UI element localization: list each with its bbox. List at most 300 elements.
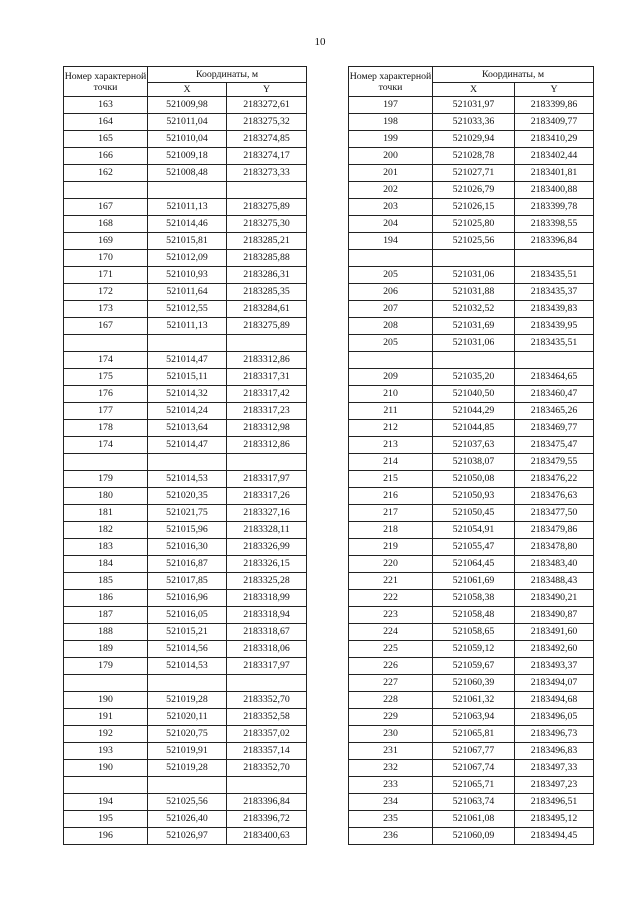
point-number-cell: 180 bbox=[64, 488, 148, 505]
y-coordinate-cell: 2183317,26 bbox=[227, 488, 307, 505]
x-coordinate-cell: 521016,87 bbox=[148, 556, 227, 573]
x-coordinate-cell: 521016,96 bbox=[148, 590, 227, 607]
table-row bbox=[64, 369, 307, 386]
y-coordinate-cell: 2183286,31 bbox=[227, 267, 307, 284]
table-row bbox=[349, 437, 594, 454]
x-coordinate-cell: 521011,13 bbox=[148, 318, 227, 335]
x-coordinate-cell: 521029,94 bbox=[433, 131, 515, 148]
y-coordinate-cell: 2183275,32 bbox=[227, 114, 307, 131]
x-coordinate-cell: 521010,93 bbox=[148, 267, 227, 284]
y-coordinate-cell bbox=[515, 250, 594, 267]
x-coordinate-cell: 521063,94 bbox=[433, 709, 515, 726]
y-coordinate-cell: 2183495,12 bbox=[515, 811, 594, 828]
y-coordinate-cell: 2183477,50 bbox=[515, 505, 594, 522]
table-row bbox=[64, 97, 307, 114]
point-number-cell: 208 bbox=[349, 318, 433, 335]
point-number-cell: 191 bbox=[64, 709, 148, 726]
x-coordinate-cell: 521026,97 bbox=[148, 828, 227, 845]
table-row bbox=[64, 539, 307, 556]
y-coordinate-cell: 2183396,72 bbox=[227, 811, 307, 828]
table-row bbox=[64, 743, 307, 760]
x-coordinate-cell: 521061,08 bbox=[433, 811, 515, 828]
x-coordinate-cell: 521025,80 bbox=[433, 216, 515, 233]
table-row bbox=[64, 573, 307, 590]
y-coordinate-cell: 2183318,67 bbox=[227, 624, 307, 641]
point-number-cell: 224 bbox=[349, 624, 433, 641]
y-coordinate-cell: 2183496,83 bbox=[515, 743, 594, 760]
x-coordinate-cell: 521064,45 bbox=[433, 556, 515, 573]
header-x: X bbox=[148, 83, 227, 97]
point-number-cell: 233 bbox=[349, 777, 433, 794]
table-row bbox=[64, 624, 307, 641]
table-row bbox=[349, 165, 594, 182]
table-row bbox=[64, 199, 307, 216]
point-number-cell bbox=[64, 675, 148, 692]
point-number-cell: 163 bbox=[64, 97, 148, 114]
point-number-cell: 235 bbox=[349, 811, 433, 828]
point-number-cell: 178 bbox=[64, 420, 148, 437]
y-coordinate-cell: 2183479,86 bbox=[515, 522, 594, 539]
x-coordinate-cell: 521009,98 bbox=[148, 97, 227, 114]
x-coordinate-cell: 521019,28 bbox=[148, 692, 227, 709]
y-coordinate-cell bbox=[227, 454, 307, 471]
point-number-cell: 227 bbox=[349, 675, 433, 692]
point-number-cell bbox=[64, 182, 148, 199]
point-number-cell: 231 bbox=[349, 743, 433, 760]
x-coordinate-cell: 521061,32 bbox=[433, 692, 515, 709]
table-row bbox=[64, 454, 307, 471]
table-row bbox=[64, 607, 307, 624]
x-coordinate-cell: 521037,63 bbox=[433, 437, 515, 454]
table-row bbox=[349, 488, 594, 505]
table-row bbox=[64, 471, 307, 488]
y-coordinate-cell: 2183318,94 bbox=[227, 607, 307, 624]
x-coordinate-cell: 521038,07 bbox=[433, 454, 515, 471]
point-number-cell: 169 bbox=[64, 233, 148, 250]
table-row bbox=[349, 811, 594, 828]
y-coordinate-cell: 2183401,81 bbox=[515, 165, 594, 182]
x-coordinate-cell: 521011,13 bbox=[148, 199, 227, 216]
x-coordinate-cell: 521009,18 bbox=[148, 148, 227, 165]
table-row bbox=[349, 454, 594, 471]
y-coordinate-cell: 2183326,99 bbox=[227, 539, 307, 556]
header-point-number: Номер характерной точки bbox=[64, 67, 148, 97]
table-row bbox=[64, 250, 307, 267]
y-coordinate-cell: 2183409,77 bbox=[515, 114, 594, 131]
y-coordinate-cell: 2183460,47 bbox=[515, 386, 594, 403]
y-coordinate-cell: 2183352,70 bbox=[227, 760, 307, 777]
y-coordinate-cell: 2183327,16 bbox=[227, 505, 307, 522]
x-coordinate-cell bbox=[148, 675, 227, 692]
point-number-cell: 216 bbox=[349, 488, 433, 505]
y-coordinate-cell: 2183318,99 bbox=[227, 590, 307, 607]
y-coordinate-cell: 2183312,86 bbox=[227, 437, 307, 454]
header-y: Y bbox=[227, 83, 307, 97]
table-row bbox=[64, 284, 307, 301]
x-coordinate-cell: 521058,38 bbox=[433, 590, 515, 607]
point-number-cell bbox=[349, 250, 433, 267]
x-coordinate-cell: 521013,64 bbox=[148, 420, 227, 437]
table-row bbox=[349, 267, 594, 284]
table-row bbox=[349, 352, 594, 369]
table-row bbox=[64, 794, 307, 811]
table-row bbox=[349, 318, 594, 335]
table-row bbox=[349, 539, 594, 556]
y-coordinate-cell: 2183464,65 bbox=[515, 369, 594, 386]
y-coordinate-cell bbox=[227, 182, 307, 199]
table-row bbox=[64, 726, 307, 743]
point-number-cell: 175 bbox=[64, 369, 148, 386]
point-number-cell: 236 bbox=[349, 828, 433, 845]
point-number-cell: 179 bbox=[64, 658, 148, 675]
table-row bbox=[349, 284, 594, 301]
x-coordinate-cell bbox=[148, 182, 227, 199]
table-row bbox=[64, 692, 307, 709]
table-row bbox=[349, 420, 594, 437]
point-number-cell bbox=[64, 454, 148, 471]
point-number-cell: 211 bbox=[349, 403, 433, 420]
x-coordinate-cell: 521031,06 bbox=[433, 267, 515, 284]
x-coordinate-cell: 521031,69 bbox=[433, 318, 515, 335]
y-coordinate-cell: 2183317,31 bbox=[227, 369, 307, 386]
y-coordinate-cell: 2183285,35 bbox=[227, 284, 307, 301]
y-coordinate-cell: 2183476,22 bbox=[515, 471, 594, 488]
y-coordinate-cell: 2183494,68 bbox=[515, 692, 594, 709]
point-number-cell: 166 bbox=[64, 148, 148, 165]
point-number-cell: 190 bbox=[64, 692, 148, 709]
x-coordinate-cell: 521012,09 bbox=[148, 250, 227, 267]
x-coordinate-cell: 521014,56 bbox=[148, 641, 227, 658]
table-row bbox=[349, 607, 594, 624]
table-row bbox=[64, 709, 307, 726]
table-row bbox=[64, 267, 307, 284]
table-row bbox=[349, 216, 594, 233]
y-coordinate-cell: 2183469,77 bbox=[515, 420, 594, 437]
y-coordinate-cell: 2183400,88 bbox=[515, 182, 594, 199]
table-row bbox=[349, 505, 594, 522]
table-row bbox=[349, 658, 594, 675]
y-coordinate-cell: 2183497,23 bbox=[515, 777, 594, 794]
table-row bbox=[349, 675, 594, 692]
y-coordinate-cell: 2183273,33 bbox=[227, 165, 307, 182]
table-row bbox=[349, 828, 594, 845]
table-row bbox=[64, 301, 307, 318]
y-coordinate-cell: 2183326,15 bbox=[227, 556, 307, 573]
y-coordinate-cell: 2183476,63 bbox=[515, 488, 594, 505]
table-row bbox=[64, 114, 307, 131]
x-coordinate-cell: 521014,53 bbox=[148, 471, 227, 488]
y-coordinate-cell: 2183410,29 bbox=[515, 131, 594, 148]
table-row bbox=[349, 760, 594, 777]
table-row bbox=[349, 369, 594, 386]
point-number-cell: 221 bbox=[349, 573, 433, 590]
point-number-cell: 165 bbox=[64, 131, 148, 148]
point-number-cell: 192 bbox=[64, 726, 148, 743]
y-coordinate-cell: 2183357,02 bbox=[227, 726, 307, 743]
x-coordinate-cell: 521044,29 bbox=[433, 403, 515, 420]
x-coordinate-cell: 521065,81 bbox=[433, 726, 515, 743]
y-coordinate-cell: 2183490,21 bbox=[515, 590, 594, 607]
x-coordinate-cell: 521027,71 bbox=[433, 165, 515, 182]
x-coordinate-cell: 521035,20 bbox=[433, 369, 515, 386]
table-row bbox=[349, 794, 594, 811]
y-coordinate-cell: 2183400,63 bbox=[227, 828, 307, 845]
table-row bbox=[64, 488, 307, 505]
table-row bbox=[349, 692, 594, 709]
x-coordinate-cell: 521020,11 bbox=[148, 709, 227, 726]
x-coordinate-cell bbox=[148, 335, 227, 352]
point-number-cell: 188 bbox=[64, 624, 148, 641]
x-coordinate-cell: 521031,88 bbox=[433, 284, 515, 301]
x-coordinate-cell: 521032,52 bbox=[433, 301, 515, 318]
x-coordinate-cell: 521014,53 bbox=[148, 658, 227, 675]
x-coordinate-cell: 521026,15 bbox=[433, 199, 515, 216]
y-coordinate-cell: 2183402,44 bbox=[515, 148, 594, 165]
point-number-cell: 171 bbox=[64, 267, 148, 284]
point-number-cell: 199 bbox=[349, 131, 433, 148]
point-number-cell: 170 bbox=[64, 250, 148, 267]
x-coordinate-cell: 521014,46 bbox=[148, 216, 227, 233]
x-coordinate-cell: 521015,81 bbox=[148, 233, 227, 250]
table-row bbox=[349, 556, 594, 573]
y-coordinate-cell: 2183317,42 bbox=[227, 386, 307, 403]
point-number-cell: 206 bbox=[349, 284, 433, 301]
y-coordinate-cell: 2183272,61 bbox=[227, 97, 307, 114]
x-coordinate-cell: 521033,36 bbox=[433, 114, 515, 131]
y-coordinate-cell: 2183318,06 bbox=[227, 641, 307, 658]
x-coordinate-cell: 521011,64 bbox=[148, 284, 227, 301]
x-coordinate-cell: 521040,50 bbox=[433, 386, 515, 403]
point-number-cell: 218 bbox=[349, 522, 433, 539]
y-coordinate-cell: 2183491,60 bbox=[515, 624, 594, 641]
y-coordinate-cell: 2183312,98 bbox=[227, 420, 307, 437]
y-coordinate-cell: 2183435,51 bbox=[515, 267, 594, 284]
y-coordinate-cell: 2183478,80 bbox=[515, 539, 594, 556]
y-coordinate-cell: 2183479,55 bbox=[515, 454, 594, 471]
x-coordinate-cell: 521058,65 bbox=[433, 624, 515, 641]
x-coordinate-cell: 521026,79 bbox=[433, 182, 515, 199]
point-number-cell: 193 bbox=[64, 743, 148, 760]
y-coordinate-cell: 2183494,07 bbox=[515, 675, 594, 692]
x-coordinate-cell: 521016,30 bbox=[148, 539, 227, 556]
point-number-cell: 179 bbox=[64, 471, 148, 488]
y-coordinate-cell bbox=[227, 335, 307, 352]
point-number-cell: 176 bbox=[64, 386, 148, 403]
y-coordinate-cell: 2183465,26 bbox=[515, 403, 594, 420]
point-number-cell: 225 bbox=[349, 641, 433, 658]
table-row bbox=[64, 352, 307, 369]
y-coordinate-cell: 2183490,87 bbox=[515, 607, 594, 624]
point-number-cell: 177 bbox=[64, 403, 148, 420]
point-number-cell: 168 bbox=[64, 216, 148, 233]
point-number-cell: 215 bbox=[349, 471, 433, 488]
table-row bbox=[64, 811, 307, 828]
x-coordinate-cell: 521067,74 bbox=[433, 760, 515, 777]
x-coordinate-cell bbox=[148, 454, 227, 471]
point-number-cell: 229 bbox=[349, 709, 433, 726]
point-number-cell bbox=[64, 335, 148, 352]
point-number-cell: 226 bbox=[349, 658, 433, 675]
y-coordinate-cell: 2183483,40 bbox=[515, 556, 594, 573]
table-row bbox=[349, 182, 594, 199]
y-coordinate-cell: 2183475,47 bbox=[515, 437, 594, 454]
x-coordinate-cell: 521014,24 bbox=[148, 403, 227, 420]
y-coordinate-cell: 2183284,61 bbox=[227, 301, 307, 318]
point-number-cell bbox=[349, 352, 433, 369]
x-coordinate-cell: 521019,91 bbox=[148, 743, 227, 760]
x-coordinate-cell bbox=[433, 250, 515, 267]
point-number-cell: 207 bbox=[349, 301, 433, 318]
y-coordinate-cell: 2183352,58 bbox=[227, 709, 307, 726]
point-number-cell: 194 bbox=[64, 794, 148, 811]
y-coordinate-cell: 2183317,97 bbox=[227, 658, 307, 675]
x-coordinate-cell bbox=[433, 352, 515, 369]
table-row bbox=[349, 726, 594, 743]
y-coordinate-cell: 2183352,70 bbox=[227, 692, 307, 709]
x-coordinate-cell: 521010,04 bbox=[148, 131, 227, 148]
table-row bbox=[64, 590, 307, 607]
table-row bbox=[349, 403, 594, 420]
x-coordinate-cell: 521058,48 bbox=[433, 607, 515, 624]
point-number-cell: 234 bbox=[349, 794, 433, 811]
table-row bbox=[349, 777, 594, 794]
x-coordinate-cell: 521063,74 bbox=[433, 794, 515, 811]
table-row bbox=[349, 386, 594, 403]
table-row bbox=[64, 658, 307, 675]
y-coordinate-cell: 2183435,51 bbox=[515, 335, 594, 352]
point-number-cell: 197 bbox=[349, 97, 433, 114]
point-number-cell: 222 bbox=[349, 590, 433, 607]
y-coordinate-cell: 2183496,73 bbox=[515, 726, 594, 743]
table-row bbox=[64, 828, 307, 845]
point-number-cell: 210 bbox=[349, 386, 433, 403]
point-number-cell: 189 bbox=[64, 641, 148, 658]
y-coordinate-cell: 2183274,17 bbox=[227, 148, 307, 165]
x-coordinate-cell: 521008,48 bbox=[148, 165, 227, 182]
point-number-cell: 167 bbox=[64, 199, 148, 216]
point-number-cell: 185 bbox=[64, 573, 148, 590]
table-row bbox=[349, 743, 594, 760]
header-x: X bbox=[433, 83, 515, 97]
table-row bbox=[349, 590, 594, 607]
y-coordinate-cell: 2183325,28 bbox=[227, 573, 307, 590]
point-number-cell: 230 bbox=[349, 726, 433, 743]
x-coordinate-cell: 521050,45 bbox=[433, 505, 515, 522]
table-row bbox=[64, 777, 307, 794]
table-row bbox=[64, 437, 307, 454]
y-coordinate-cell: 2183396,84 bbox=[515, 233, 594, 250]
x-coordinate-cell: 521059,12 bbox=[433, 641, 515, 658]
table-row bbox=[64, 556, 307, 573]
point-number-cell: 228 bbox=[349, 692, 433, 709]
header-coordinates: Координаты, м bbox=[148, 67, 307, 83]
point-number-cell: 217 bbox=[349, 505, 433, 522]
table-row bbox=[349, 199, 594, 216]
table-row bbox=[64, 335, 307, 352]
y-coordinate-cell: 2183497,33 bbox=[515, 760, 594, 777]
y-coordinate-cell: 2183317,97 bbox=[227, 471, 307, 488]
x-coordinate-cell: 521059,67 bbox=[433, 658, 515, 675]
point-number-cell: 205 bbox=[349, 267, 433, 284]
x-coordinate-cell: 521020,35 bbox=[148, 488, 227, 505]
y-coordinate-cell: 2183496,05 bbox=[515, 709, 594, 726]
x-coordinate-cell: 521014,32 bbox=[148, 386, 227, 403]
table-row bbox=[64, 505, 307, 522]
y-coordinate-cell: 2183399,86 bbox=[515, 97, 594, 114]
x-coordinate-cell: 521015,96 bbox=[148, 522, 227, 539]
table-row bbox=[64, 403, 307, 420]
coordinates-table-right bbox=[348, 66, 594, 845]
y-coordinate-cell: 2183439,83 bbox=[515, 301, 594, 318]
y-coordinate-cell: 2183275,89 bbox=[227, 318, 307, 335]
table-row bbox=[349, 148, 594, 165]
table-row bbox=[64, 318, 307, 335]
point-number-cell: 174 bbox=[64, 352, 148, 369]
x-coordinate-cell: 521050,08 bbox=[433, 471, 515, 488]
point-number-cell: 232 bbox=[349, 760, 433, 777]
table-row bbox=[64, 675, 307, 692]
table-row bbox=[349, 471, 594, 488]
y-coordinate-cell: 2183328,11 bbox=[227, 522, 307, 539]
table-row bbox=[349, 97, 594, 114]
point-number-cell bbox=[64, 777, 148, 794]
x-coordinate-cell: 521015,11 bbox=[148, 369, 227, 386]
x-coordinate-cell: 521044,85 bbox=[433, 420, 515, 437]
y-coordinate-cell: 2183357,14 bbox=[227, 743, 307, 760]
point-number-cell: 212 bbox=[349, 420, 433, 437]
x-coordinate-cell: 521060,39 bbox=[433, 675, 515, 692]
table-row bbox=[349, 709, 594, 726]
table-row bbox=[64, 760, 307, 777]
x-coordinate-cell: 521021,75 bbox=[148, 505, 227, 522]
point-number-cell: 172 bbox=[64, 284, 148, 301]
table-row bbox=[349, 335, 594, 352]
table-row bbox=[64, 148, 307, 165]
y-coordinate-cell: 2183275,30 bbox=[227, 216, 307, 233]
point-number-cell: 196 bbox=[64, 828, 148, 845]
header-coordinates: Координаты, м bbox=[433, 67, 594, 83]
y-coordinate-cell: 2183285,88 bbox=[227, 250, 307, 267]
x-coordinate-cell: 521031,97 bbox=[433, 97, 515, 114]
point-number-cell: 164 bbox=[64, 114, 148, 131]
x-coordinate-cell: 521025,56 bbox=[148, 794, 227, 811]
table-row bbox=[64, 420, 307, 437]
point-number-cell: 173 bbox=[64, 301, 148, 318]
point-number-cell: 182 bbox=[64, 522, 148, 539]
y-coordinate-cell: 2183435,37 bbox=[515, 284, 594, 301]
point-number-cell: 203 bbox=[349, 199, 433, 216]
table-row bbox=[349, 114, 594, 131]
x-coordinate-cell: 521017,85 bbox=[148, 573, 227, 590]
point-number-cell: 167 bbox=[64, 318, 148, 335]
point-number-cell: 198 bbox=[349, 114, 433, 131]
point-number-cell: 194 bbox=[349, 233, 433, 250]
y-coordinate-cell: 2183312,86 bbox=[227, 352, 307, 369]
x-coordinate-cell: 521020,75 bbox=[148, 726, 227, 743]
y-coordinate-cell: 2183494,45 bbox=[515, 828, 594, 845]
table-row bbox=[64, 165, 307, 182]
point-number-cell: 213 bbox=[349, 437, 433, 454]
coordinates-table-left bbox=[63, 66, 307, 845]
x-coordinate-cell: 521055,47 bbox=[433, 539, 515, 556]
y-coordinate-cell: 2183275,89 bbox=[227, 199, 307, 216]
table-row bbox=[64, 233, 307, 250]
header-point-number: Номер характерной точки bbox=[349, 67, 433, 97]
header-y: Y bbox=[515, 83, 594, 97]
x-coordinate-cell: 521019,28 bbox=[148, 760, 227, 777]
point-number-cell: 205 bbox=[349, 335, 433, 352]
y-coordinate-cell: 2183285,21 bbox=[227, 233, 307, 250]
